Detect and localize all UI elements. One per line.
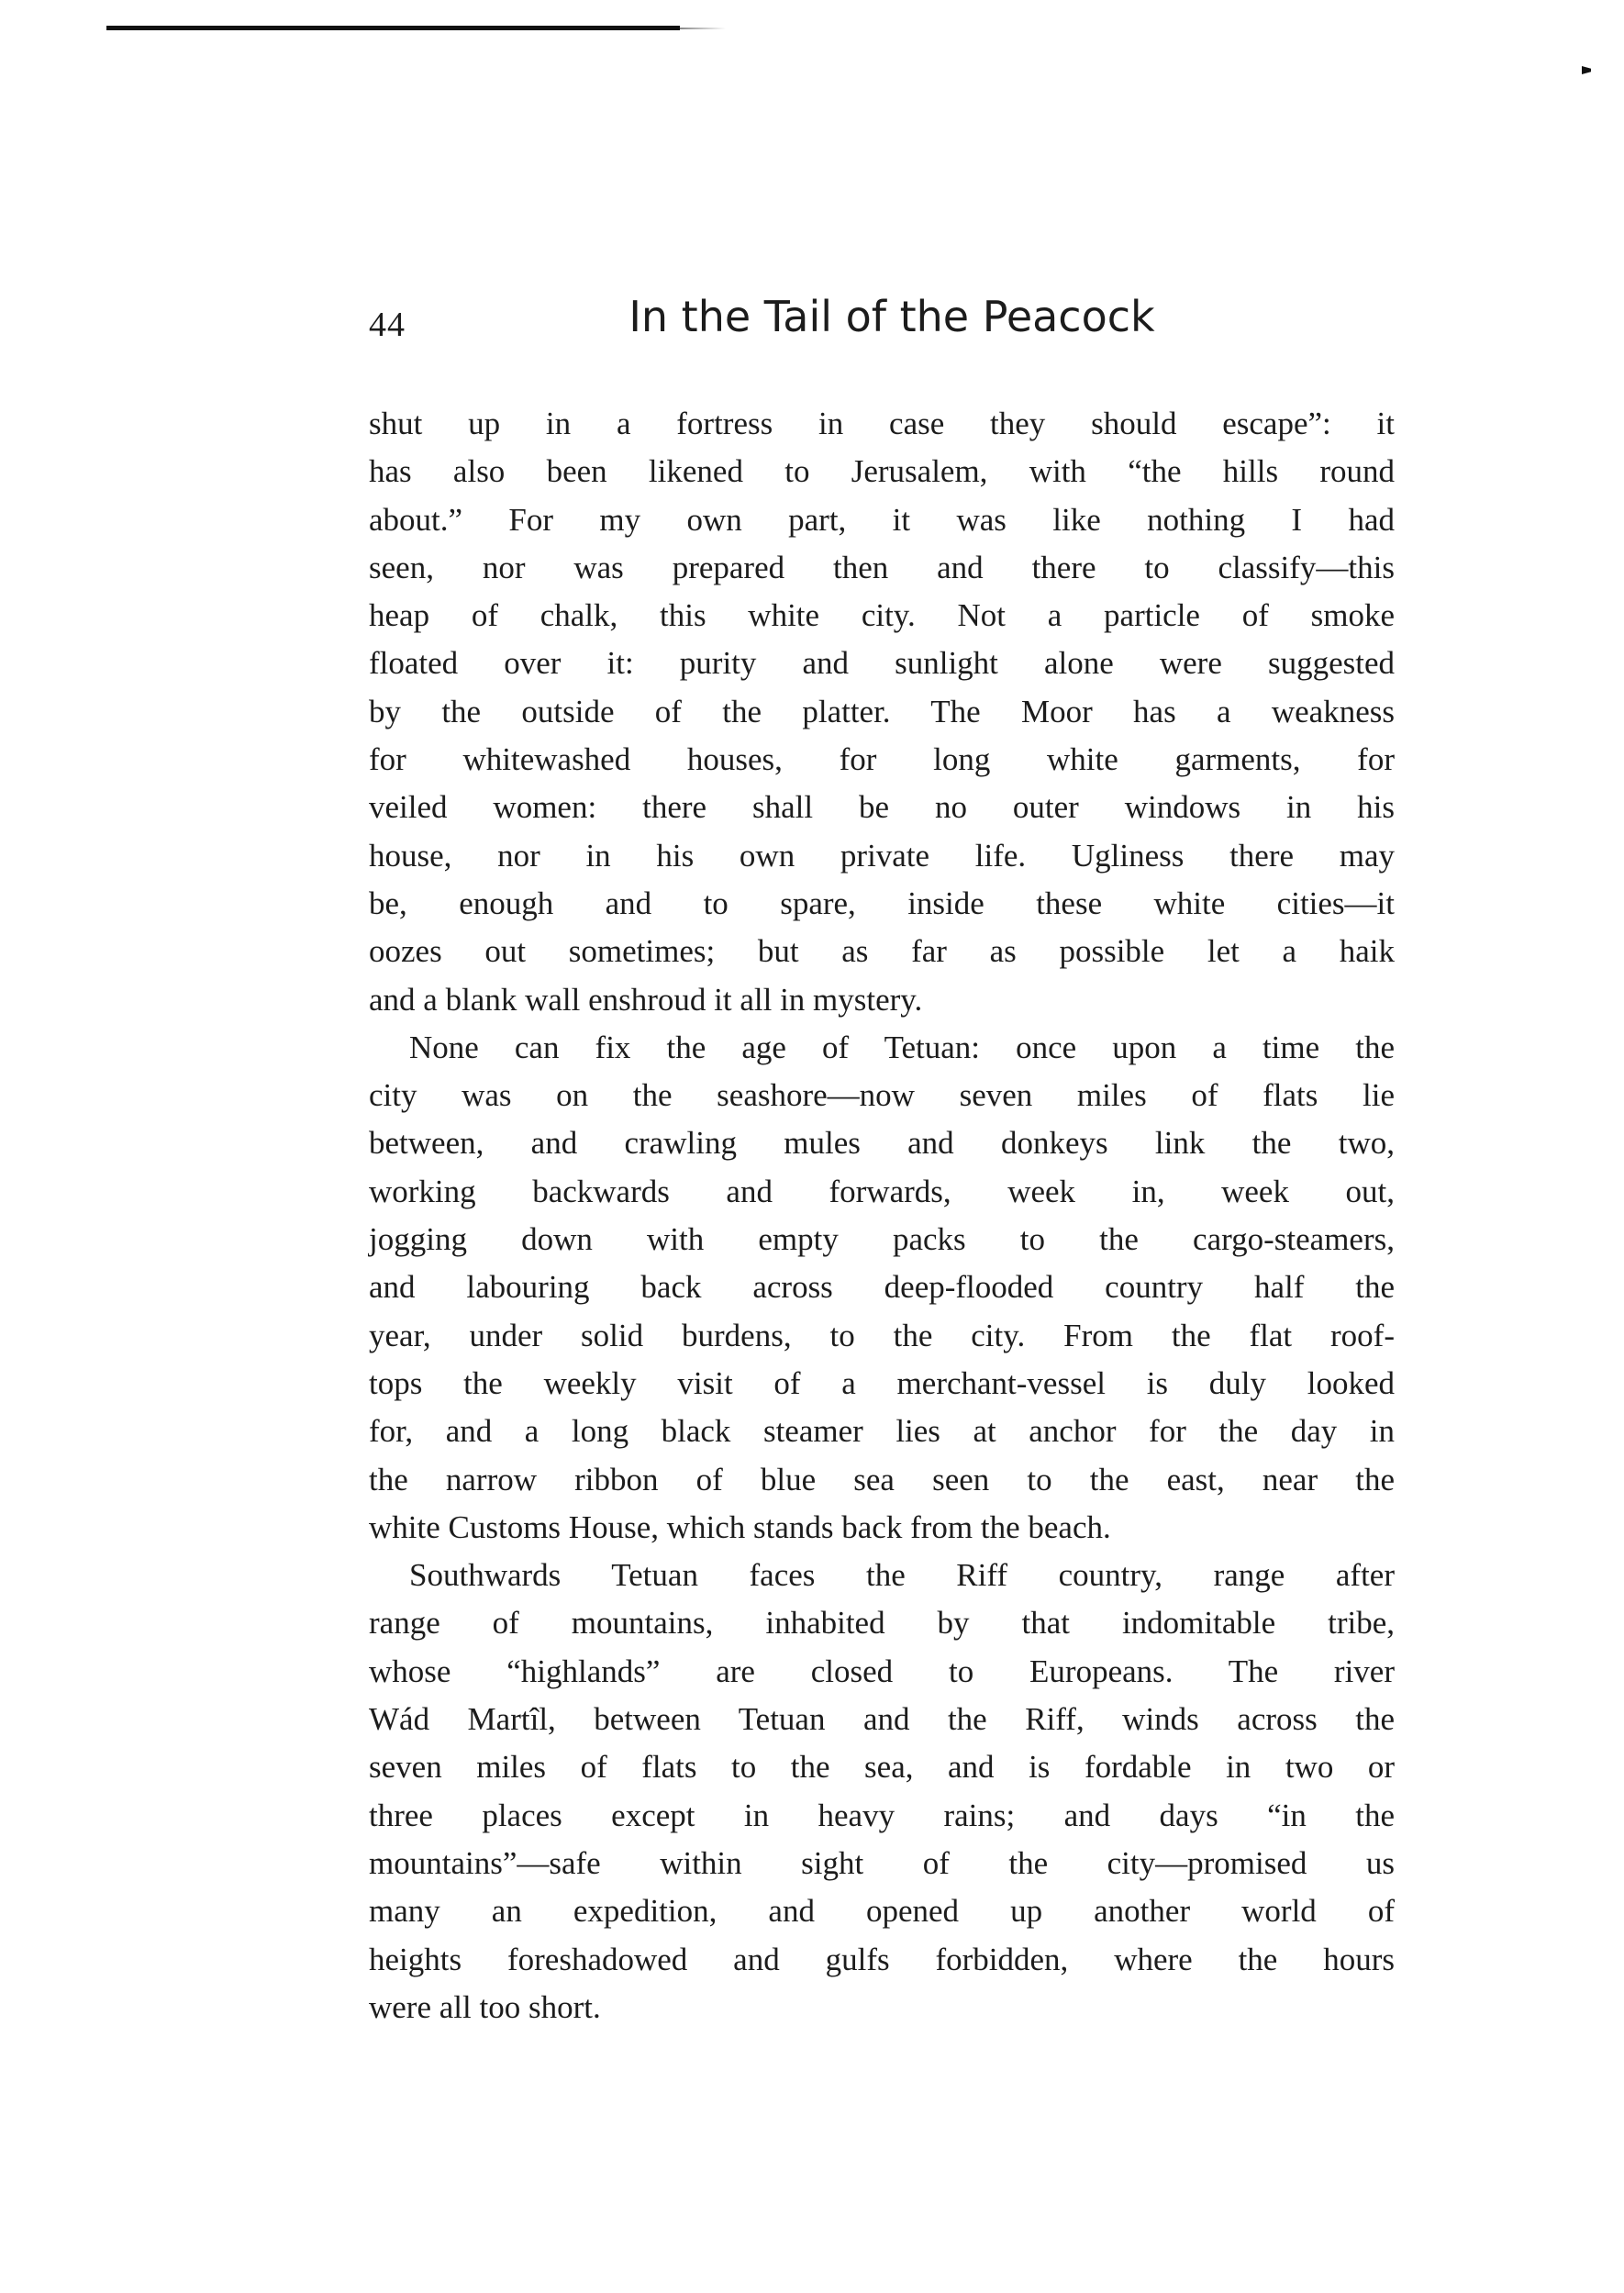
top-scan-rule xyxy=(106,26,680,30)
text-line: and a blank wall enshroud it all in mystery. xyxy=(369,981,923,1018)
text-line: be, enough and to spare, inside these white cities—it xyxy=(369,885,1395,921)
text-line: and labouring back across deep-flooded country half the xyxy=(369,1269,1395,1306)
page-number: 44 xyxy=(369,306,406,344)
text-line: city was on the seashore—now seven miles of flats lie xyxy=(369,1077,1395,1114)
text-line: whose “highlands” are closed to Europeans. The river xyxy=(369,1653,1395,1689)
text-line: veiled women: there shall be no outer windows in his xyxy=(369,789,1395,826)
text-line: floated over it: purity and sunlight alone were suggested xyxy=(369,645,1395,682)
text-line: Southwards Tetuan faces the Riff country, range after xyxy=(409,1557,1395,1594)
paragraph xyxy=(369,400,1395,1024)
paragraph xyxy=(369,1024,1395,1552)
text-line: Wád Martîl, between Tetuan and the Riff, winds across the xyxy=(369,1701,1395,1738)
body-text xyxy=(369,400,1395,2031)
text-line: mountains”—safe within sight of the city—promised us xyxy=(369,1844,1395,1881)
text-line: oozes out sometimes; but as far as possible let a haik xyxy=(369,933,1395,970)
text-line: between, and crawling mules and donkeys link the two, xyxy=(369,1125,1395,1162)
top-scan-rule-fade xyxy=(680,28,726,29)
text-line: has also been likened to Jerusalem, with “the hills round xyxy=(369,453,1395,490)
text-line: heights foreshadowed and gulfs forbidden, where the hours xyxy=(369,1941,1395,1977)
text-line: house, nor in his own private life. Ugliness there may xyxy=(369,837,1395,874)
text-line: tops the weekly visit of a merchant-vessel is duly looked xyxy=(369,1364,1395,1401)
text-line: were all too short. xyxy=(369,1988,601,2025)
text-line: for, and a long black steamer lies at anchor for the day in xyxy=(369,1413,1395,1450)
text-line: about.” For my own part, it was like nothing I had xyxy=(369,501,1395,538)
text-line: for whitewashed houses, for long white garments, for xyxy=(369,741,1395,778)
text-line: seen, nor was prepared then and there to classify—this xyxy=(369,549,1395,585)
text-line: by the outside of the platter. The Moor has a weakness xyxy=(369,693,1395,729)
text-line: seven miles of flats to the sea, and is fordable in two or xyxy=(369,1749,1395,1786)
text-line: range of mountains, inhabited by that indomitable tribe, xyxy=(369,1605,1395,1642)
text-line: white Customs House, which stands back from the beach. xyxy=(369,1508,1111,1545)
text-line: year, under solid burdens, to the city. From the flat roof- xyxy=(369,1317,1395,1353)
text-line: heap of chalk, this white city. Not a particle of smoke xyxy=(369,597,1395,634)
running-title: In the Tail of the Peacock xyxy=(628,292,1155,341)
text-line: three places except in heavy rains; and days “in the xyxy=(369,1797,1395,1833)
page-header xyxy=(369,292,1396,356)
text-line: the narrow ribbon of blue sea seen to the east, near the xyxy=(369,1461,1395,1497)
text-line: jogging down with empty packs to the cargo-steamers, xyxy=(369,1221,1395,1258)
text-line: many an expedition, and opened up another world of xyxy=(369,1893,1395,1930)
scan-mark xyxy=(1582,66,1591,74)
text-line: shut up in a fortress in case they should escape”: it xyxy=(369,406,1395,441)
text-line: None can fix the age of Tetuan: once upon a time the xyxy=(409,1029,1395,1065)
paragraph xyxy=(369,1552,1395,2031)
text-line: working backwards and forwards, week in, week out, xyxy=(369,1173,1395,1209)
